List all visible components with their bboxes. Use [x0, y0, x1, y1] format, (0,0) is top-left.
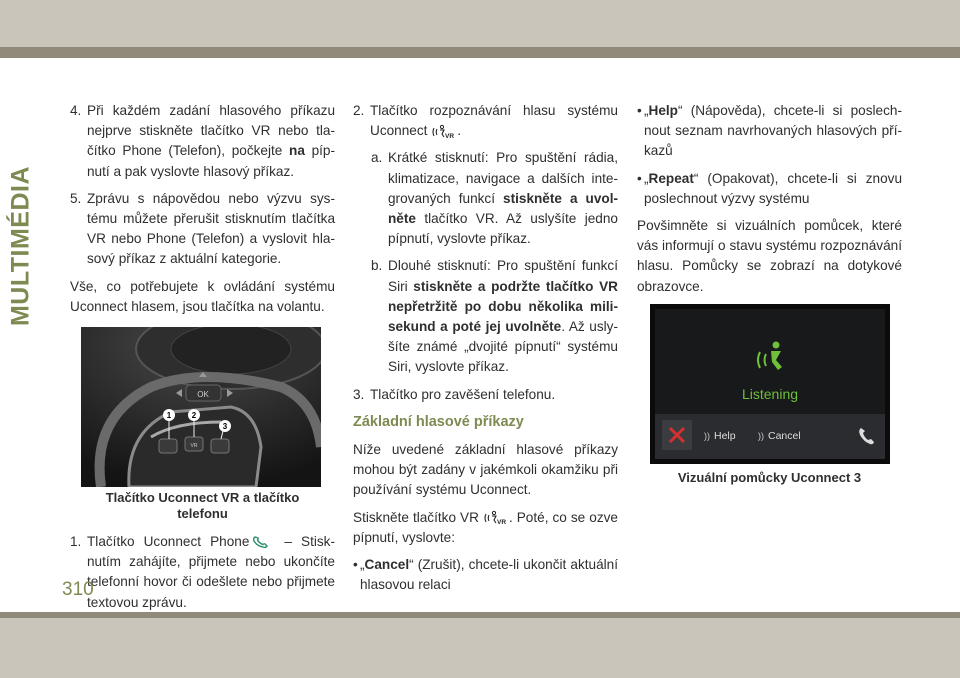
uconnect-screen-figure	[650, 304, 890, 464]
svg-text:VR: VR	[190, 443, 198, 450]
svg-text:2: 2	[191, 411, 197, 421]
steering-wheel-figure	[81, 327, 321, 487]
list-item-3: 3. Tlačítko pro zavěšení telefonu.	[353, 386, 556, 402]
top-band	[0, 0, 960, 47]
svg-text:)): ))	[758, 430, 764, 441]
column-2	[353, 101, 618, 602]
paragraph-visual-aids: Povšimněte si vizuálních pomůcek, které vás informují o stavu systému rozpoznávání hlasu. Pomůcky se zobrazí na dotykové obrazovce.	[637, 218, 902, 294]
list-item-1: 1. Tlačítko Uconnect Phone – Stisk-nutím zahájíte, přijmete nebo ukončíte telefonní hovor či odešlete nebo přijmete textovou zprávu.	[70, 534, 335, 610]
svg-text:)): ))	[704, 430, 710, 441]
phone-icon	[249, 535, 275, 549]
section-heading: Základní hlasové příkazy	[353, 413, 524, 430]
list-item-2: 2. Tlačítko rozpoznávání hlasu systému Uconnect VR .	[353, 103, 618, 140]
figure-caption-steering: Tlačítko Uconnect VR a tlačítko telefonu	[105, 490, 300, 522]
listening-status: Listening	[741, 385, 799, 402]
paragraph-controls: Vše, co potřebujete k ovládání systému Uconnect hlasem, jsou tlačítka na volantu.	[70, 278, 335, 314]
listening-screen	[650, 304, 890, 464]
help-button	[704, 430, 736, 442]
bullet-repeat: • „Repeat“ (Opakovat), chcete-li si znovu poslechnout výzvy systému	[637, 170, 902, 206]
bullet-help: • „Help“ (Nápověda), chcete-li si poslech-nout seznam navrhovaných hlasových pří-kazů	[637, 103, 902, 159]
svg-text:3: 3	[222, 422, 228, 432]
svg-text:VR: VR	[445, 132, 455, 140]
figure-caption-screen: Vizuální pomůcky Uconnect 3	[677, 469, 862, 485]
bullet-cancel: • „Cancel“ (Zrušit), chcete-li ukončit aktuální hlasovou relaci	[353, 557, 618, 593]
list-item-4: 4. Při každém zadání hlasového příkazu nejprve stiskněte tlačítko VR nebo tla-čítko Phone (Telefon), počkejte na píp-nutí a pak vyslovte hlasový příkaz.	[70, 103, 336, 179]
svg-text:VR: VR	[496, 519, 506, 527]
svg-text:OK: OK	[197, 390, 209, 400]
list-item-5: 5. Zprávu s nápovědou nebo výzvu sys-tému můžete přerušit stisknutím tlačítka VR nebo Phone (Telefon) a vyslovit hla-sový příkaz z aktuální kategorie.	[70, 190, 335, 267]
voice-recognition-icon	[483, 510, 509, 526]
paragraph-press-vr: Stiskněte tlačítko VR VR . Poté, co se ozve pípnutí, vyslovte:	[353, 509, 618, 545]
svg-text:Help: Help	[714, 429, 736, 442]
bottom-band	[0, 618, 960, 678]
steering-wheel-illustration	[81, 327, 321, 487]
paragraph-basic-commands: Níže uvedené základní hlasové příkazy mohou být zadány v jakémkoli okamžiku při používání systému Uconnect.	[353, 442, 618, 498]
column-3	[637, 101, 902, 486]
svg-text:Cancel: Cancel	[768, 429, 801, 442]
list-subitem-b: b. Dlouhé stisknutí: Pro spuštění funkcí Siri stiskněte a podržte tlačítko VR nepřetržitě po dobu několika mili-sekund a poté jej uvolněte. Až usly-šíte známé „dvojité pípnutí“ systému Siri, vyslovte příkaz.	[371, 258, 618, 375]
list-subitem-a: a. Krátké stisknutí: Pro spuštění rádia, klimatizace, navigace a dalších inte-grovaných funkcí stiskněte a uvol-něte tlačítko VR. Až uslyšíte jedno pípnutí, vyslovte příkaz.	[371, 150, 618, 247]
voice-recognition-icon	[431, 124, 457, 140]
svg-text:1: 1	[166, 411, 172, 421]
top-rule	[0, 47, 960, 58]
page-number: 310	[62, 579, 94, 600]
close-icon	[662, 420, 692, 450]
column-1	[70, 101, 335, 620]
